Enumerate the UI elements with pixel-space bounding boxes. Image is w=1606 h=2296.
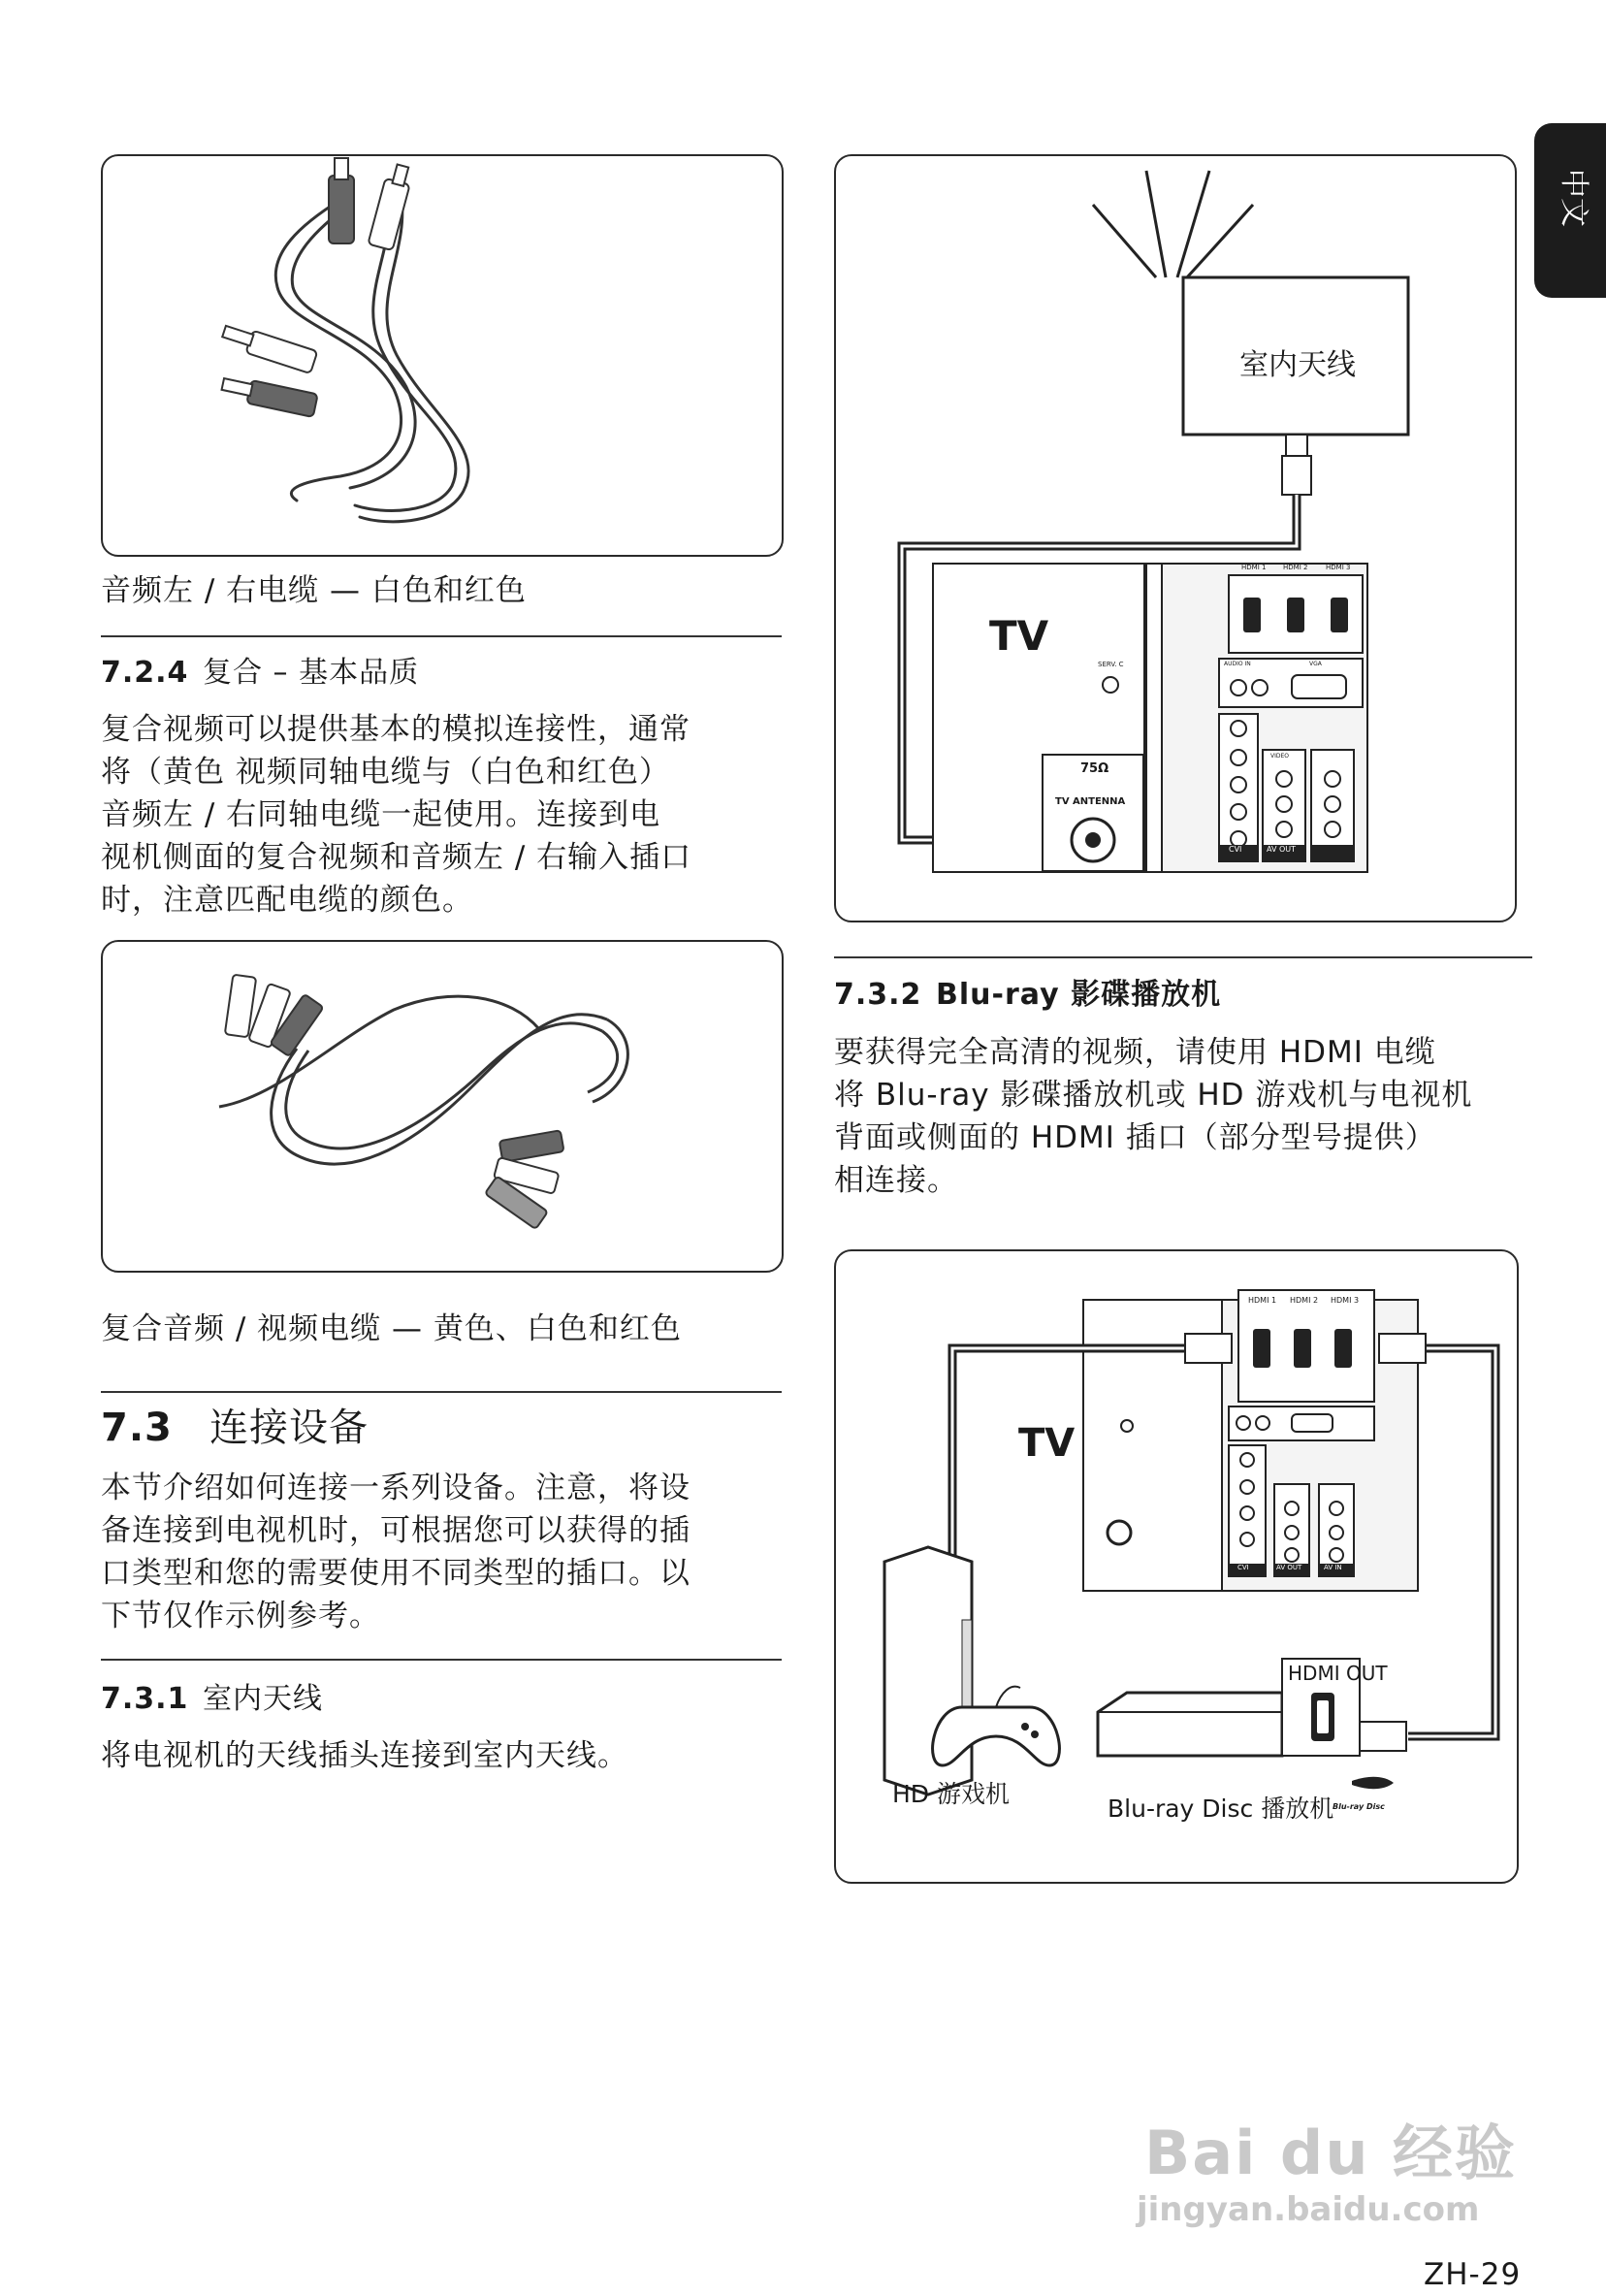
audio-in-label: AUDIO IN	[1224, 661, 1251, 667]
hdmi-out-label: HDMI OUT	[1288, 1662, 1388, 1685]
composite-cable-caption: 复合音频 / 视频电缆 — 黄色、白色和红色	[101, 1311, 682, 1346]
body-line: 背面或侧面的 HDMI 插口（部分型号提供）	[834, 1120, 1436, 1155]
hdmi-1-label: HDMI 1	[1241, 564, 1267, 571]
section-number: 7.2.4	[101, 656, 189, 690]
serv-label: SERV. C	[1098, 661, 1124, 668]
av-out-label: AV OUT	[1276, 1564, 1302, 1571]
body-line: 本节介绍如何连接一系列设备。注意，将设	[101, 1471, 691, 1505]
game-console-label: HD 游戏机	[892, 1780, 1010, 1808]
antenna-port-value: 75Ω	[1080, 761, 1109, 776]
antenna-port-label: TV ANTENNA	[1055, 796, 1126, 807]
body-line: 时，注意匹配电缆的颜色。	[101, 883, 473, 918]
section-title: 连接设备	[209, 1406, 369, 1450]
section-divider	[101, 635, 782, 637]
body-line: 音频左 / 右同轴电缆一起使用。连接到电	[101, 797, 661, 832]
audio-cable-caption: 音频左 / 右电缆 — 白色和红色	[101, 573, 527, 608]
hdmi-2-label: HDMI 2	[1283, 564, 1308, 571]
body-line: 下节仅作示例参考。	[101, 1599, 380, 1633]
section-title: 复合 – 基本品质	[203, 656, 420, 690]
antenna-label: 室内天线	[1239, 348, 1356, 382]
section-number: 7.3.2	[834, 978, 922, 1012]
section-7-3-2-body	[834, 1031, 1472, 1202]
body-line: 复合视频可以提供基本的模拟连接性，通常	[101, 712, 691, 747]
body-line: 将（黄色 视频同轴电缆与（白色和红色）	[101, 755, 670, 790]
section-number: 7.3.1	[101, 1682, 189, 1716]
composite-cable-illustration	[103, 942, 782, 1271]
composite-cable-figure	[101, 940, 784, 1273]
av-in-label: AV IN	[1324, 1564, 1342, 1571]
bluray-player-label: Blu-ray Disc 播放机	[1108, 1795, 1334, 1823]
section-7-3-1-body	[101, 1734, 628, 1777]
section-divider	[101, 1391, 782, 1393]
watermark-brand: Bai du 经验	[1144, 2118, 1518, 2188]
section-7-3-heading	[101, 1397, 369, 1452]
body-line: 要获得完全高清的视频，请使用 HDMI 电缆	[834, 1035, 1436, 1070]
section-7-3-body	[101, 1467, 691, 1637]
tv-label: TV	[989, 612, 1049, 660]
av-out-label: AV OUT	[1267, 845, 1297, 854]
antenna-diagram	[836, 156, 1515, 921]
section-title: 室内天线	[203, 1682, 323, 1716]
section-7-3-2-heading	[834, 970, 1221, 1013]
cvi-label: CVI	[1229, 845, 1242, 854]
body-line: 口类型和您的需要使用不同类型的插口。以	[101, 1556, 691, 1591]
section-divider	[101, 1659, 782, 1661]
page-number: ZH-29	[1424, 2257, 1522, 2292]
hdmi-1-label: HDMI 1	[1248, 1296, 1277, 1305]
bluray-logo: Blu-ray Disc	[1333, 1802, 1385, 1811]
video-label: VIDEO	[1270, 753, 1290, 760]
body-line: 备连接到电视机时，可根据您可以获得的插	[101, 1513, 691, 1548]
section-7-2-4-body	[101, 708, 691, 922]
audio-cable-figure	[101, 154, 784, 557]
language-tab-label: 中文	[1557, 169, 1590, 227]
watermark-url: jingyan.baidu.com	[1137, 2190, 1480, 2229]
section-title: Blu-ray 影碟播放机	[936, 978, 1222, 1012]
bluray-connection-figure	[834, 1249, 1519, 1884]
audio-cable-illustration	[103, 156, 782, 555]
section-7-3-1-heading	[101, 1674, 323, 1717]
cvi-label: CVI	[1237, 1564, 1249, 1571]
antenna-connection-figure	[834, 154, 1517, 922]
section-number: 7.3	[101, 1406, 173, 1450]
hdmi-3-label: HDMI 3	[1326, 564, 1351, 571]
body-line: 将电视机的天线插头连接到室内天线。	[101, 1738, 628, 1773]
tv-label: TV	[1018, 1421, 1076, 1466]
language-tab	[1534, 123, 1606, 298]
body-line: 将 Blu-ray 影碟播放机或 HD 游戏机与电视机	[834, 1078, 1473, 1113]
body-line: 相连接。	[834, 1163, 958, 1198]
hdmi-2-label: HDMI 2	[1290, 1296, 1319, 1305]
section-7-2-4-heading	[101, 648, 419, 691]
vga-label: VGA	[1309, 661, 1322, 667]
section-divider	[834, 956, 1532, 958]
body-line: 视机侧面的复合视频和音频左 / 右输入插口	[101, 840, 692, 875]
hdmi-3-label: HDMI 3	[1331, 1296, 1360, 1305]
